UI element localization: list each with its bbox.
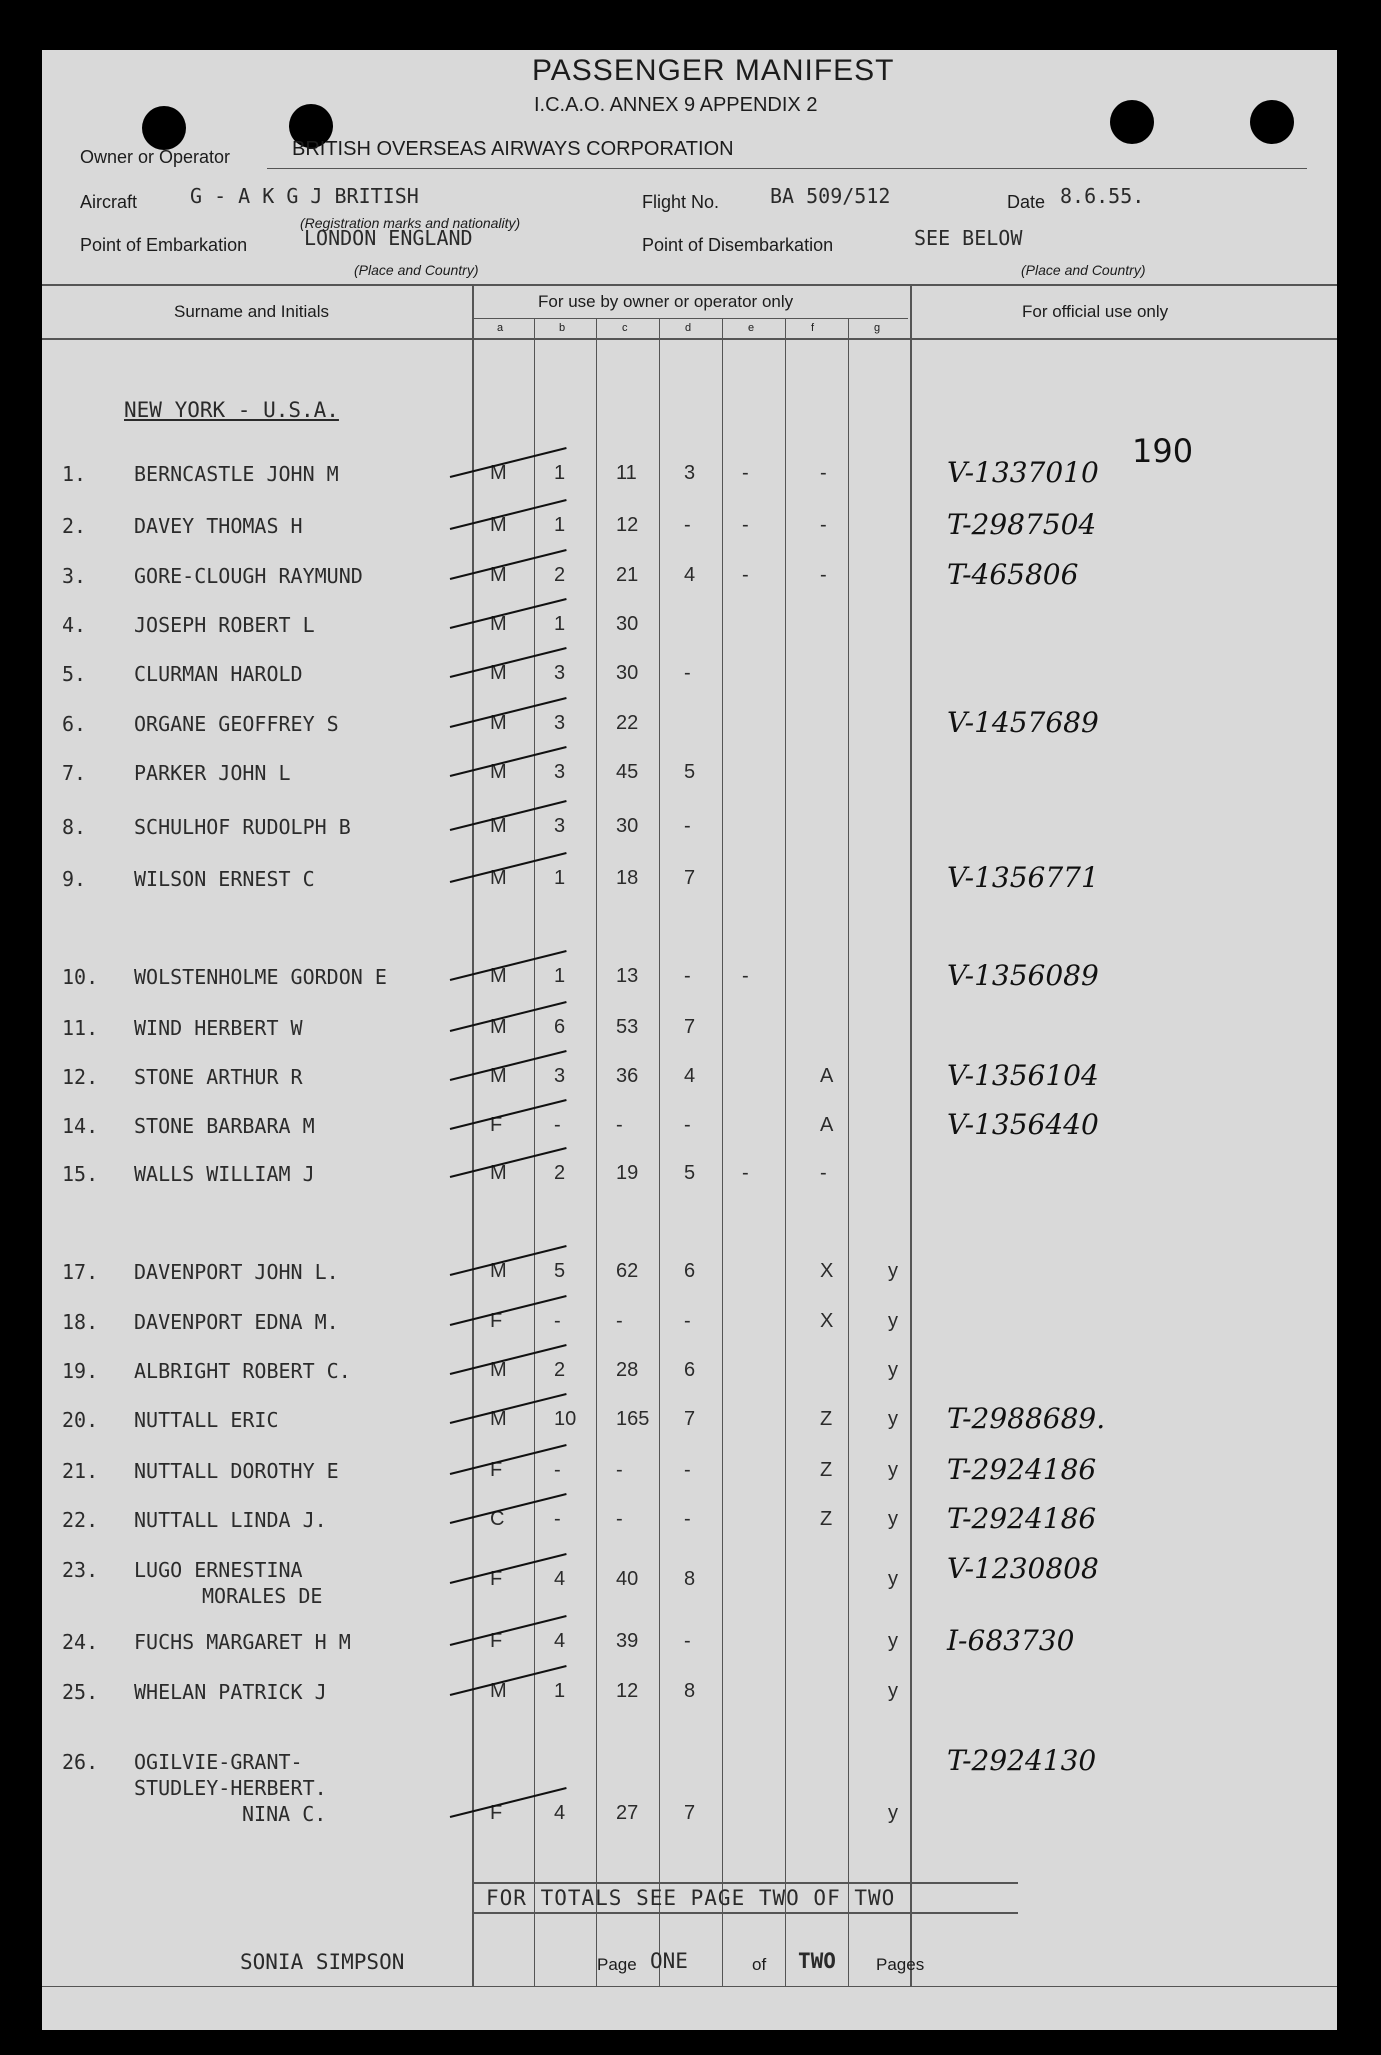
passenger-number: 7. <box>62 761 87 785</box>
col-d-value: 6 <box>684 1260 696 1282</box>
passenger-number: 24. <box>62 1630 99 1654</box>
col-c-value: 45 <box>616 761 639 783</box>
passenger-number: 3. <box>62 564 87 588</box>
passenger-row <box>42 959 1337 1005</box>
col-d-value: - <box>684 1310 691 1332</box>
passenger-row <box>42 1502 1337 1548</box>
passenger-name: ORGANE GEOFFREY S <box>134 712 339 736</box>
col-f-value: Z <box>820 1508 833 1530</box>
check-mark <box>450 1615 567 1646</box>
check-mark <box>450 447 567 478</box>
official-header: For official use only <box>1022 302 1169 321</box>
col-c-value: 40 <box>616 1568 639 1590</box>
col-a-value: F <box>490 1310 503 1332</box>
col-c-value: 27 <box>616 1802 639 1824</box>
col-d-value: 5 <box>684 1162 696 1184</box>
col-a-value: M <box>490 1408 507 1430</box>
col-f-value: - <box>820 462 827 484</box>
passenger-name: DAVEY THOMAS H <box>134 514 303 538</box>
col-b-value: 2 <box>554 564 566 586</box>
official-entry: T-2924186 <box>947 1502 1097 1535</box>
passenger-name: NUTTALL LINDA J. <box>134 1508 327 1532</box>
subcol-g: g <box>874 322 881 334</box>
passenger-row <box>42 1108 1337 1154</box>
col-c-value: 11 <box>616 462 637 484</box>
of-value: TWO <box>798 1949 836 1973</box>
col-a-value: M <box>490 662 507 684</box>
col-a-value: M <box>490 761 507 783</box>
passenger-name: WALLS WILLIAM J <box>134 1162 315 1186</box>
passenger-name: OGILVIE-GRANT- <box>134 1750 303 1774</box>
subcol-d: d <box>685 322 692 334</box>
columns-bottom-rule <box>42 338 1337 340</box>
pages-label: Pages <box>876 1955 925 1974</box>
col-e-value: - <box>742 564 749 586</box>
passenger-row <box>42 1402 1337 1448</box>
col-d-value: - <box>684 662 691 684</box>
col-c-value: - <box>616 1114 623 1136</box>
passenger-number: 15. <box>62 1162 99 1186</box>
col-b-value: 3 <box>554 712 566 734</box>
check-mark <box>450 1444 567 1475</box>
operator-header: For use by owner or operator only <box>538 292 794 311</box>
check-mark <box>450 1001 567 1032</box>
col-c-value: - <box>616 1459 623 1481</box>
col-a-value: F <box>490 1568 503 1590</box>
official-entry: V-1337010 <box>947 456 1099 489</box>
col-d-value: 4 <box>684 1065 696 1087</box>
passenger-name: WILSON ERNEST C <box>134 867 315 891</box>
passenger-row <box>42 1162 1337 1202</box>
passenger-name-line2: MORALES DE <box>202 1584 323 1608</box>
col-g-value: y <box>888 1568 898 1590</box>
embark-value: LONDON ENGLAND <box>304 226 473 250</box>
totals-top-rule <box>472 1882 1018 1884</box>
table-bottom-rule <box>42 1986 1337 1987</box>
col-b-value: 4 <box>554 1802 566 1824</box>
manifest-subtitle: I.C.A.O. ANNEX 9 APPENDIX 2 <box>534 94 818 116</box>
col-d-value: 6 <box>684 1359 696 1381</box>
col-b-value: 1 <box>554 613 566 635</box>
col-b-value: 10 <box>554 1408 577 1430</box>
subcol-f: f <box>811 322 815 334</box>
col-d-value: - <box>684 815 691 837</box>
corner-number: 190 <box>1132 432 1194 470</box>
passenger-number: 25. <box>62 1680 99 1704</box>
col-e-value: - <box>742 965 749 987</box>
col-c-value: 19 <box>616 1162 639 1184</box>
official-entry: V-1356440 <box>947 1108 1099 1141</box>
manifest-title: PASSENGER MANIFEST <box>532 54 895 87</box>
col-b-value: 4 <box>554 1630 566 1652</box>
col-b-value: 3 <box>554 761 566 783</box>
col-c-value: 22 <box>616 712 639 734</box>
col-d-value: - <box>684 514 691 536</box>
passenger-number: 20. <box>62 1408 99 1432</box>
col-b-value: 1 <box>554 965 566 987</box>
subcol-a: a <box>497 322 504 334</box>
col-c-value: 39 <box>616 1630 639 1652</box>
official-entry: T-2988689. <box>947 1402 1106 1435</box>
col-f-value: X <box>820 1310 834 1332</box>
col-c-value: 13 <box>616 965 639 987</box>
passenger-name: BERNCASTLE JOHN M <box>134 462 339 486</box>
passenger-row <box>42 1359 1337 1399</box>
embark-note: (Place and Country) <box>354 262 479 278</box>
header-rule <box>42 284 1337 286</box>
owner-value: BRITISH OVERSEAS AIRWAYS CORPORATION <box>292 138 734 160</box>
passenger-name: GORE-CLOUGH RAYMUND <box>134 564 363 588</box>
official-entry: V-1356771 <box>947 861 1099 894</box>
passenger-row <box>42 706 1337 752</box>
col-b-value: - <box>554 1114 561 1136</box>
passenger-name: DAVENPORT JOHN L. <box>134 1260 339 1284</box>
col-c-value: 62 <box>616 1260 639 1282</box>
passenger-row <box>42 1680 1337 1720</box>
col-c-value: 30 <box>616 662 639 684</box>
flight-value: BA 509/512 <box>770 184 891 208</box>
passenger-name: JOSEPH ROBERT L <box>134 613 315 637</box>
col-e-value: - <box>742 514 749 536</box>
col-c-value: 30 <box>616 613 639 635</box>
passenger-number: 22. <box>62 1508 99 1532</box>
passenger-row <box>42 761 1337 801</box>
passenger-number: 2. <box>62 514 87 538</box>
col-d-value: 3 <box>684 462 696 484</box>
official-entry: V-1457689 <box>947 706 1099 739</box>
of-label: of <box>752 1955 767 1974</box>
passenger-row <box>42 1744 1337 1826</box>
passenger-name-line2: STUDLEY-HERBERT. <box>134 1776 327 1800</box>
col-f-value: A <box>820 1065 834 1087</box>
owner-label: Owner or Operator <box>80 147 231 167</box>
col-d-value: 8 <box>684 1680 696 1702</box>
owner-rule <box>267 168 1307 169</box>
col-d-value: 5 <box>684 761 696 783</box>
col-g-value: y <box>888 1359 898 1381</box>
aircraft-label: Aircraft <box>80 192 138 212</box>
disembark-note: (Place and Country) <box>1021 262 1146 278</box>
col-b-value: - <box>554 1459 561 1481</box>
passenger-number: 23. <box>62 1558 99 1582</box>
passenger-name: FUCHS MARGARET H M <box>134 1630 351 1654</box>
passenger-number: 26. <box>62 1750 99 1774</box>
section-title: NEW YORK - U.S.A. <box>124 398 339 422</box>
passenger-number: 10. <box>62 965 99 989</box>
col-c-value: 18 <box>616 867 639 889</box>
col-b-value: 3 <box>554 662 566 684</box>
col-b-value: - <box>554 1508 561 1530</box>
punch-hole <box>1250 100 1294 144</box>
passenger-name: LUGO ERNESTINA <box>134 1558 303 1582</box>
passenger-number: 6. <box>62 712 87 736</box>
passenger-row <box>42 1310 1337 1350</box>
col-b-value: 1 <box>554 462 566 484</box>
check-mark <box>450 950 567 981</box>
passenger-row <box>42 662 1337 702</box>
flight-label: Flight No. <box>642 192 720 212</box>
passenger-name: DAVENPORT EDNA M. <box>134 1310 339 1334</box>
col-c-value: 28 <box>616 1359 639 1381</box>
col-a-value: F <box>490 1459 503 1481</box>
col-a-value: M <box>490 1359 507 1381</box>
col-a-value: M <box>490 462 507 484</box>
col-c-value: 53 <box>616 1016 639 1038</box>
col-f-value: X <box>820 1260 834 1282</box>
col-a-value: M <box>490 867 507 889</box>
col-a-value: M <box>490 564 507 586</box>
passenger-row <box>42 1624 1337 1670</box>
passenger-number: 1. <box>62 462 87 486</box>
col-f-value: A <box>820 1114 834 1136</box>
official-entry: T-465806 <box>947 558 1079 591</box>
official-entry: V-1356104 <box>947 1059 1099 1092</box>
col-b-value: 1 <box>554 514 566 536</box>
col-a-value: M <box>490 514 507 536</box>
passenger-name: WHELAN PATRICK J <box>134 1680 327 1704</box>
col-a-value: M <box>490 1162 507 1184</box>
check-mark <box>450 1245 567 1276</box>
official-entry: T-2924130 <box>947 1744 1097 1777</box>
passenger-row <box>42 1016 1337 1056</box>
passenger-number: 18. <box>62 1310 99 1334</box>
page-label: Page <box>597 1955 637 1974</box>
signer-name: SONIA SIMPSON <box>240 1950 405 1974</box>
passenger-row <box>42 456 1337 502</box>
subcol-c: c <box>622 322 628 334</box>
col-g-value: y <box>888 1508 898 1530</box>
col-c-value: 36 <box>616 1065 639 1087</box>
passenger-row <box>42 1260 1337 1300</box>
col-g-value: y <box>888 1802 898 1824</box>
col-f-value: Z <box>820 1459 833 1481</box>
col-d-value: - <box>684 965 691 987</box>
col-b-value: 3 <box>554 815 566 837</box>
col-d-value: 7 <box>684 867 696 889</box>
passenger-name: WIND HERBERT W <box>134 1016 303 1040</box>
aircraft-value: G - A K G J BRITISH <box>190 184 419 208</box>
punch-hole <box>142 106 186 150</box>
surname-header: Surname and Initials <box>174 302 329 321</box>
passenger-row <box>42 508 1337 554</box>
date-label: Date <box>1007 192 1046 212</box>
col-a-value: F <box>490 1802 503 1824</box>
col-a-value: C <box>490 1508 505 1530</box>
disembark-value: SEE BELOW <box>914 226 1023 250</box>
col-a-value: M <box>490 815 507 837</box>
totals-bottom-rule <box>472 1912 1018 1914</box>
col-g-value: y <box>888 1260 898 1282</box>
col-a-value: M <box>490 613 507 635</box>
col-c-value: - <box>616 1508 623 1530</box>
col-e-value: - <box>742 1162 749 1184</box>
subheader-rule <box>472 318 908 319</box>
passenger-number: 9. <box>62 867 87 891</box>
subcol-e: e <box>748 322 755 334</box>
passenger-number: 21. <box>62 1459 99 1483</box>
registration-note: (Registration marks and nationality) <box>300 215 521 231</box>
passenger-number: 5. <box>62 662 87 686</box>
col-e-value: - <box>742 462 749 484</box>
official-entry: I-683730 <box>947 1624 1075 1657</box>
col-g-value: y <box>888 1459 898 1481</box>
col-a-value: M <box>490 1065 507 1087</box>
col-b-value: - <box>554 1310 561 1332</box>
col-a-value: M <box>490 1680 507 1702</box>
passenger-name: WOLSTENHOLME GORDON E <box>134 965 387 989</box>
col-b-value: 4 <box>554 1568 566 1590</box>
col-f-value: Z <box>820 1408 833 1430</box>
check-mark <box>450 499 567 530</box>
col-d-value: 8 <box>684 1568 696 1590</box>
official-entry: T-2924186 <box>947 1453 1097 1486</box>
passenger-name-line3: NINA C. <box>242 1802 327 1826</box>
col-b-value: 3 <box>554 1065 566 1087</box>
passenger-row <box>42 613 1337 653</box>
passenger-row <box>42 1059 1337 1105</box>
col-g-value: y <box>888 1630 898 1652</box>
page-value: ONE <box>650 1949 688 1973</box>
col-d-value: - <box>684 1630 691 1652</box>
col-d-value: 7 <box>684 1016 696 1038</box>
col-b-value: 6 <box>554 1016 566 1038</box>
col-d-value: - <box>684 1459 691 1481</box>
totals-note: FOR TOTALS SEE PAGE TWO OF TWO <box>486 1886 896 1910</box>
col-d-value: - <box>684 1508 691 1530</box>
col-c-value: - <box>616 1310 623 1332</box>
passenger-name: SCHULHOF RUDOLPH B <box>134 815 351 839</box>
passenger-name: ALBRIGHT ROBERT C. <box>134 1359 351 1383</box>
col-d-value: 7 <box>684 1802 696 1824</box>
passenger-name: STONE BARBARA M <box>134 1114 315 1138</box>
col-c-value: 12 <box>616 1680 639 1702</box>
embark-label: Point of Embarkation <box>80 235 248 255</box>
official-entry: V-1356089 <box>947 959 1099 992</box>
passenger-number: 8. <box>62 815 87 839</box>
check-mark <box>450 1553 567 1584</box>
disembark-label: Point of Disembarkation <box>642 235 834 255</box>
col-b-value: 5 <box>554 1260 566 1282</box>
col-c-value: 12 <box>616 514 639 536</box>
passenger-name: NUTTALL DOROTHY E <box>134 1459 339 1483</box>
col-f-value: - <box>820 514 827 536</box>
col-b-value: 2 <box>554 1162 566 1184</box>
passenger-row <box>42 1552 1337 1608</box>
date-value: 8.6.55. <box>1060 184 1145 208</box>
col-g-value: y <box>888 1310 898 1332</box>
passenger-name: STONE ARTHUR R <box>134 1065 303 1089</box>
official-entry: V-1230808 <box>947 1552 1099 1585</box>
col-a-value: M <box>490 1016 507 1038</box>
passenger-number: 4. <box>62 613 87 637</box>
col-c-value: 21 <box>616 564 639 586</box>
passenger-number: 19. <box>62 1359 99 1383</box>
col-a-value: M <box>490 1260 507 1282</box>
col-f-value: - <box>820 1162 827 1184</box>
passenger-number: 11. <box>62 1016 99 1040</box>
col-d-value: 7 <box>684 1408 696 1430</box>
check-mark <box>450 852 567 883</box>
passenger-row <box>42 815 1337 855</box>
col-a-value: M <box>490 965 507 987</box>
col-b-value: 1 <box>554 1680 566 1702</box>
col-b-value: 2 <box>554 1359 566 1381</box>
passenger-name: PARKER JOHN L <box>134 761 291 785</box>
passenger-number: 17. <box>62 1260 99 1284</box>
col-c-value: 30 <box>616 815 639 837</box>
manifest-sheet <box>42 50 1337 2030</box>
passenger-row <box>42 558 1337 604</box>
passenger-name: NUTTALL ERIC <box>134 1408 279 1432</box>
passenger-number: 12. <box>62 1065 99 1089</box>
col-a-value: F <box>490 1630 503 1652</box>
col-c-value: 165 <box>616 1408 650 1430</box>
col-f-value: - <box>820 564 827 586</box>
col-d-value: 4 <box>684 564 696 586</box>
check-mark <box>450 1787 567 1818</box>
col-g-value: y <box>888 1680 898 1702</box>
col-a-value: M <box>490 712 507 734</box>
col-d-value: - <box>684 1114 691 1136</box>
passenger-row <box>42 1453 1337 1499</box>
col-a-value: F <box>490 1114 503 1136</box>
punch-hole <box>1110 100 1154 144</box>
subcol-b: b <box>559 322 566 334</box>
passenger-name: CLURMAN HAROLD <box>134 662 303 686</box>
col-b-value: 1 <box>554 867 566 889</box>
official-entry: T-2987504 <box>947 508 1097 541</box>
check-mark <box>450 800 567 831</box>
passenger-row <box>42 861 1337 907</box>
col-g-value: y <box>888 1408 898 1430</box>
passenger-number: 14. <box>62 1114 99 1138</box>
